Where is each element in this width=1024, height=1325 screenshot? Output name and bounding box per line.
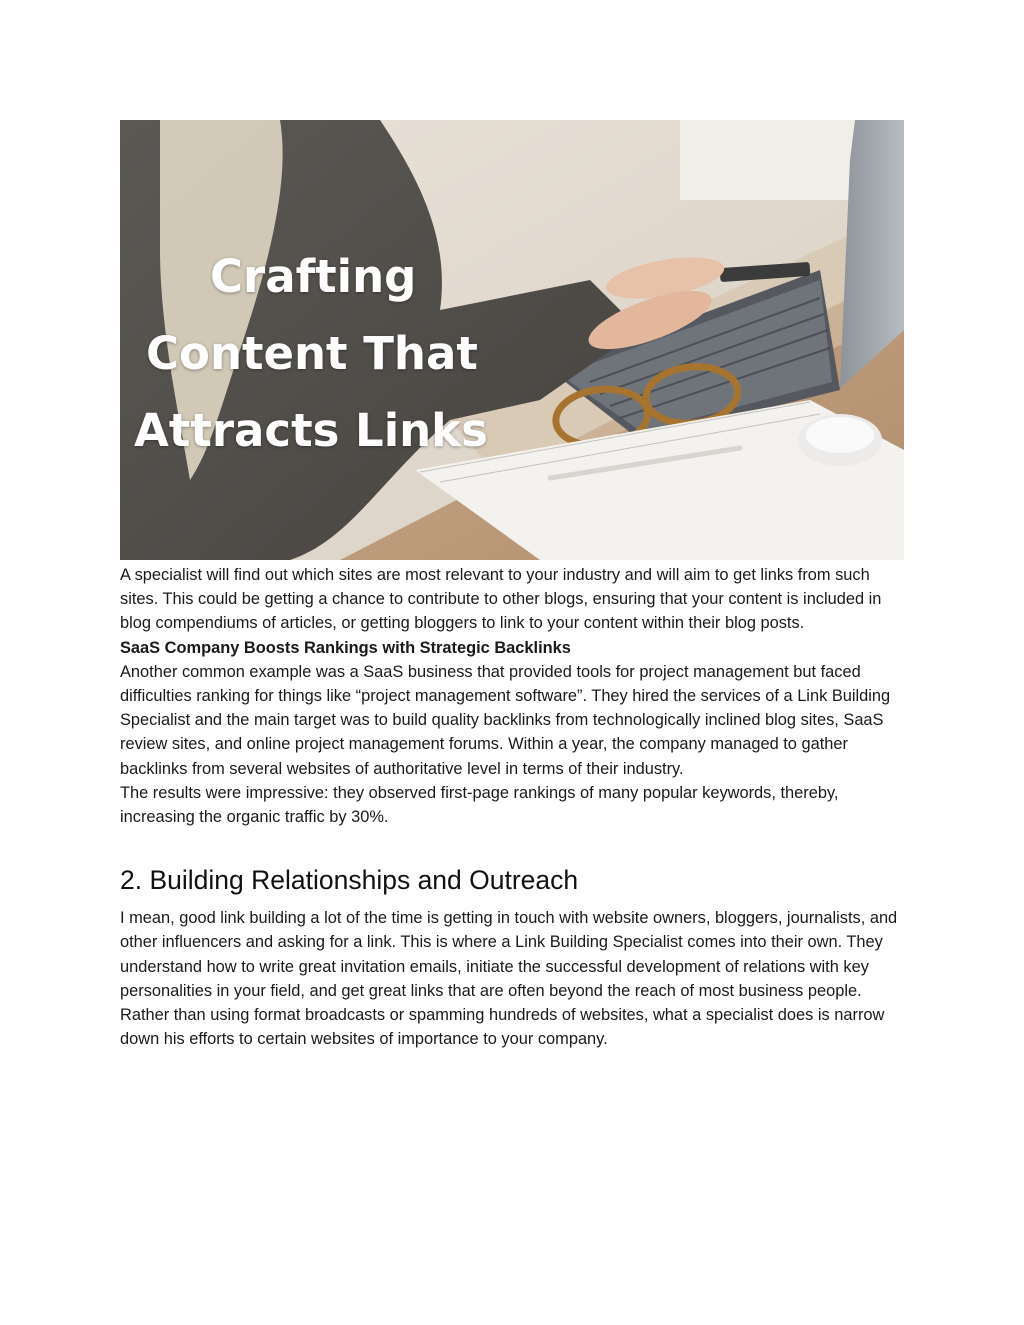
hero-title-line-2: Content That xyxy=(146,327,478,380)
hero-title-line-3: Attracts Links xyxy=(134,404,488,457)
results-paragraph: The results were impressive: they observed first-page rankings of many popular keywords, thereby, increasing the organic traffic by 30%. xyxy=(120,783,839,827)
focus-paragraph: Rather than using format broadcasts or spamming hundreds of websites, what a specialist does is narrow down his efforts to certain websites of importance to your company. xyxy=(120,1006,885,1049)
section-heading: 2. Building Relationships and Outreach xyxy=(120,865,579,896)
intro-paragraph: A specialist will find out which sites are most relevant to your industry and will aim to get links from such sites. This could be getting a chance to contribute to other blogs, ensuring that your content is included in blog compendiums of articles, or getting bloggers to link to your content within their blog posts. xyxy=(120,566,882,633)
case-study-title: SaaS Company Boosts Rankings with Strategic Backlinks xyxy=(120,638,571,657)
case-study-paragraph: Another common example was a SaaS business that provided tools for project management but faced difficulties ranking for things like “project management software”. They hired the services of a Link Building Specialist and the main target was to build quality backlinks from technologically inclined blog sites, SaaS review sites, and online project management forums. Within a year, the company managed to gather backlinks from several websites of authoritative level in terms of their industry. xyxy=(120,662,891,778)
article-body xyxy=(120,563,910,1051)
hero-title-line-1: Crafting xyxy=(210,250,417,303)
outreach-paragraph: I mean, good link building a lot of the time is getting in touch with website owners, bloggers, journalists, and other influencers and asking for a link. This is where a Link Building Specialist comes into their own. They understand how to write great invitation emails, initiate the successful development of relations with key personalities in your field, and get great links that are often beyond the reach of most business people. xyxy=(120,909,898,1000)
hero-image xyxy=(120,120,904,560)
hero-title xyxy=(134,238,554,469)
